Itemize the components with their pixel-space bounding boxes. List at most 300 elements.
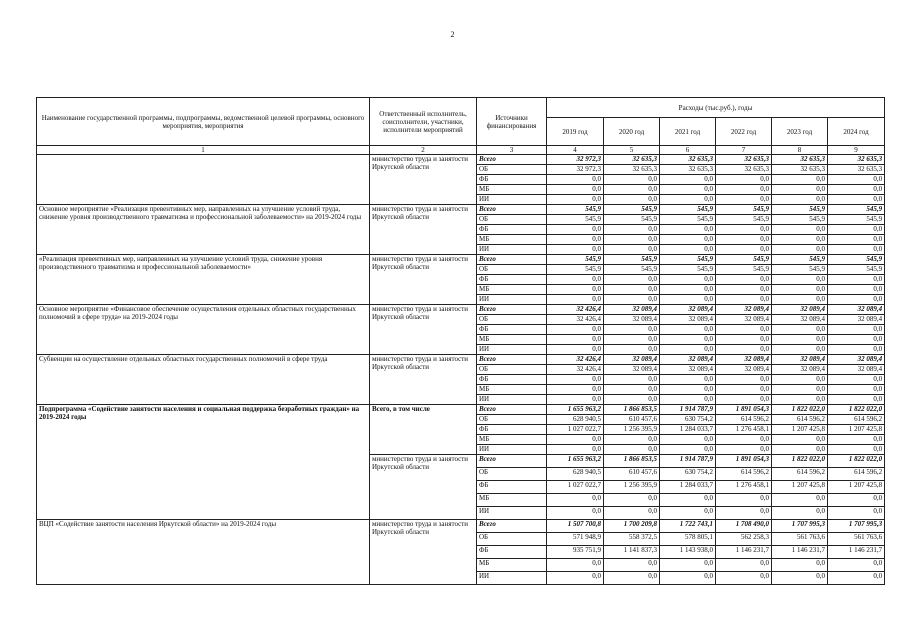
row-value: 1 700 209,8 [604,520,660,533]
row-value: 1 256 395,9 [604,425,660,435]
row-value: 0,0 [547,435,604,445]
row-value: 1 914 787,9 [660,405,716,415]
row-value: 32 089,4 [604,315,660,325]
row-value: 32 089,4 [828,305,885,315]
row-value: 1 866 853,5 [604,455,660,468]
row-responsible: Всего, в том числе [370,405,477,455]
row-value: 614 596,2 [772,415,828,425]
row-value: 1 027 022,7 [547,425,604,435]
row-value: 0,0 [772,235,828,245]
row-source: Всего [477,205,547,215]
row-value: 0,0 [660,285,716,295]
row-source: МБ [477,185,547,195]
row-source: ФБ [477,275,547,285]
row-value: 32 635,3 [660,155,716,165]
row-value: 0,0 [716,285,772,295]
row-source: ИИ [477,507,547,520]
row-value: 0,0 [547,395,604,405]
row-value: 0,0 [828,295,885,305]
table-row [37,520,885,533]
table-row [37,355,885,365]
row-value: 0,0 [716,235,772,245]
row-value: 0,0 [547,559,604,572]
row-value: 1 866 853,5 [604,405,660,415]
row-value: 0,0 [604,185,660,195]
row-source: МБ [477,559,547,572]
row-value: 1 707 995,3 [772,520,828,533]
row-value: 0,0 [828,385,885,395]
row-value: 0,0 [716,375,772,385]
row-source: Всего [477,255,547,265]
row-value: 1 207 425,8 [828,481,885,494]
row-value: 0,0 [547,375,604,385]
row-source: ОБ [477,315,547,325]
row-value: 0,0 [716,507,772,520]
table-row [37,305,885,315]
row-value: 0,0 [772,325,828,335]
row-value: 0,0 [604,285,660,295]
row-value: 1 146 231,7 [716,546,772,559]
row-value: 0,0 [604,175,660,185]
row-value: 0,0 [660,195,716,205]
row-value: 1 891 054,3 [716,405,772,415]
row-value: 545,9 [772,255,828,265]
row-value: 0,0 [772,275,828,285]
row-value: 32 635,3 [604,165,660,175]
row-value: 32 089,4 [716,355,772,365]
row-value: 614 596,2 [828,415,885,425]
row-value: 545,9 [828,265,885,275]
row-value: 0,0 [828,335,885,345]
row-value: 32 426,4 [547,315,604,325]
row-source: Всего [477,355,547,365]
row-value: 0,0 [547,185,604,195]
row-source: ФБ [477,225,547,235]
row-value: 0,0 [547,494,604,507]
row-value: 545,9 [547,215,604,225]
row-value: 1 822 022,0 [772,405,828,415]
row-value: 0,0 [716,295,772,305]
row-source: МБ [477,494,547,507]
column-number: 2 [370,146,477,155]
row-value: 0,0 [547,507,604,520]
row-value: 545,9 [660,255,716,265]
row-value: 0,0 [828,345,885,355]
row-value: 0,0 [547,335,604,345]
row-source: ОБ [477,415,547,425]
row-value: 0,0 [660,335,716,345]
row-value: 0,0 [828,275,885,285]
row-value: 0,0 [828,559,885,572]
row-value: 545,9 [604,205,660,215]
header-sources: Источники финансирования [477,98,547,146]
header-year: 2024 год [828,118,885,146]
row-value: 935 751,9 [547,546,604,559]
row-value: 614 596,2 [772,468,828,481]
row-value: 0,0 [772,195,828,205]
row-responsible: министерство труда и занятости Иркутской области [370,205,477,255]
row-name: Основное мероприятие «Финансовое обеспечение осуществления отдельных областных государственных полномочий в сфере труда» на 2019-2024 годы [37,305,370,355]
row-value: 32 635,3 [716,165,772,175]
row-value: 0,0 [660,435,716,445]
row-value: 0,0 [547,325,604,335]
row-value: 1 284 033,7 [660,425,716,435]
row-value: 0,0 [547,285,604,295]
row-value: 1 507 700,8 [547,520,604,533]
row-name: Субвенции на осуществление отдельных областных государственных полномочий в сфере труда [37,355,370,405]
row-value: 628 940,5 [547,415,604,425]
row-value: 0,0 [772,285,828,295]
row-value: 0,0 [772,435,828,445]
column-number: 5 [604,146,660,155]
row-value: 0,0 [547,445,604,455]
row-value: 614 596,2 [716,415,772,425]
row-source: МБ [477,435,547,445]
row-value: 0,0 [547,295,604,305]
row-value: 0,0 [604,559,660,572]
row-value: 0,0 [604,345,660,355]
row-value: 0,0 [604,335,660,345]
row-value: 0,0 [772,245,828,255]
row-value: 32 089,4 [772,315,828,325]
row-value: 0,0 [716,335,772,345]
row-value: 0,0 [828,572,885,585]
row-value: 0,0 [716,345,772,355]
page-number: 2 [450,30,455,39]
row-value: 32 089,4 [660,305,716,315]
row-value: 0,0 [547,175,604,185]
row-value: 32 089,4 [604,365,660,375]
row-value: 0,0 [604,325,660,335]
row-value: 0,0 [828,325,885,335]
row-value: 32 089,4 [772,365,828,375]
row-value: 0,0 [772,375,828,385]
row-value: 614 596,2 [828,468,885,481]
row-value: 1 146 231,7 [772,546,828,559]
row-responsible: министерство труда и занятости Иркутской области [370,455,477,520]
row-value: 0,0 [716,325,772,335]
row-value: 0,0 [660,559,716,572]
row-value: 578 805,1 [660,533,716,546]
row-value: 0,0 [547,245,604,255]
row-responsible: министерство труда и занятости Иркутской области [370,520,477,585]
row-value: 610 457,6 [604,468,660,481]
row-value: 32 635,3 [828,155,885,165]
row-value: 0,0 [772,559,828,572]
row-value: 0,0 [604,435,660,445]
row-value: 32 089,4 [828,365,885,375]
row-value: 0,0 [828,435,885,445]
row-value: 0,0 [660,375,716,385]
row-value: 0,0 [716,275,772,285]
row-value: 1 027 022,7 [547,481,604,494]
row-value: 0,0 [772,335,828,345]
table-row [37,255,885,265]
row-value: 545,9 [716,205,772,215]
row-value: 0,0 [828,245,885,255]
row-value: 1 207 425,8 [772,425,828,435]
row-value: 0,0 [660,275,716,285]
row-value: 0,0 [604,225,660,235]
row-value: 0,0 [604,235,660,245]
row-value: 1 708 490,0 [716,520,772,533]
row-value: 0,0 [828,494,885,507]
row-value: 0,0 [716,445,772,455]
row-name: «Реализация превентивных мер, направленных на улучшение условий труда, снижение уровня производственного травматизма и профессиональной заболеваемости» [37,255,370,305]
row-value: 0,0 [660,325,716,335]
row-value: 1 256 395,9 [604,481,660,494]
row-value: 0,0 [547,385,604,395]
row-value: 1 722 743,1 [660,520,716,533]
row-source: ОБ [477,215,547,225]
row-value: 32 089,4 [660,355,716,365]
row-value: 0,0 [604,275,660,285]
row-value: 32 089,4 [772,355,828,365]
row-value: 0,0 [772,295,828,305]
row-value: 0,0 [828,507,885,520]
row-value: 561 763,6 [772,533,828,546]
row-value: 0,0 [604,395,660,405]
row-value: 32 089,4 [716,315,772,325]
row-value: 0,0 [772,185,828,195]
row-source: МБ [477,285,547,295]
row-value: 0,0 [828,185,885,195]
row-value: 0,0 [772,395,828,405]
row-value: 32 635,3 [716,155,772,165]
column-number: 6 [660,146,716,155]
row-value: 545,9 [660,205,716,215]
row-value: 545,9 [604,255,660,265]
row-value: 1 276 458,1 [716,481,772,494]
row-value: 32 635,3 [772,165,828,175]
row-value: 0,0 [660,185,716,195]
row-name: Основное мероприятие «Реализация превентивных мер, направленных на улучшение условий труда, снижение уровня производственного травматизма и профессиональной заболеваемости» на 2019-2024 годы [37,205,370,255]
row-value: 0,0 [660,235,716,245]
row-value: 545,9 [772,265,828,275]
row-name [37,155,370,205]
row-value: 0,0 [604,445,660,455]
row-value: 630 754,2 [660,415,716,425]
row-value: 0,0 [547,235,604,245]
row-value: 32 972,3 [547,165,604,175]
row-value: 0,0 [604,375,660,385]
row-source: Всего [477,155,547,165]
column-number: 7 [716,146,772,155]
row-value: 0,0 [828,285,885,295]
row-responsible: министерство труда и занятости Иркутской области [370,305,477,355]
header-name: Наименование государственной программы, подпрограммы, ведомственной целевой программы, основного мероприятия, мероприятия [37,98,370,146]
row-value: 610 457,6 [604,415,660,425]
row-value: 0,0 [660,225,716,235]
row-value: 0,0 [716,572,772,585]
row-value: 1 891 054,3 [716,455,772,468]
row-source: ИИ [477,445,547,455]
row-source: ОБ [477,265,547,275]
row-value: 0,0 [604,245,660,255]
row-source: Всего [477,520,547,533]
row-value: 545,9 [716,215,772,225]
row-responsible: министерство труда и занятости Иркутской области [370,355,477,405]
row-value: 32 426,4 [547,305,604,315]
row-value: 0,0 [772,225,828,235]
row-value: 0,0 [660,507,716,520]
row-value: 1 276 458,1 [716,425,772,435]
header-year: 2021 год [660,118,716,146]
row-value: 0,0 [828,235,885,245]
row-value: 32 089,4 [604,305,660,315]
row-value: 0,0 [772,385,828,395]
row-value: 562 258,3 [716,533,772,546]
row-value: 1 822 022,0 [772,455,828,468]
row-value: 628 940,5 [547,468,604,481]
row-value: 630 754,2 [660,468,716,481]
row-value: 0,0 [604,295,660,305]
column-number: 4 [547,146,604,155]
row-value: 0,0 [660,385,716,395]
row-source: Всего [477,305,547,315]
row-value: 0,0 [716,435,772,445]
row-value: 32 972,3 [547,155,604,165]
row-value: 545,9 [828,255,885,265]
row-value: 1 914 787,9 [660,455,716,468]
row-source: ИИ [477,295,547,305]
row-value: 0,0 [604,195,660,205]
row-value: 545,9 [716,265,772,275]
row-value: 1 146 231,7 [828,546,885,559]
row-value: 0,0 [660,175,716,185]
row-value: 0,0 [547,275,604,285]
row-value: 558 372,5 [604,533,660,546]
row-value: 0,0 [660,295,716,305]
row-value: 0,0 [716,225,772,235]
row-value: 0,0 [716,385,772,395]
row-name: ВЦП «Содействие занятости населения Иркутской области» на 2019-2024 годы [37,520,370,585]
table-row [37,205,885,215]
row-value: 32 635,3 [660,165,716,175]
row-value: 0,0 [547,195,604,205]
row-value: 0,0 [716,245,772,255]
row-source: МБ [477,385,547,395]
row-value: 1 207 425,8 [772,481,828,494]
row-value: 0,0 [660,345,716,355]
row-source: ФБ [477,425,547,435]
row-source: ОБ [477,365,547,375]
row-value: 0,0 [716,559,772,572]
row-value: 1 655 963,2 [547,455,604,468]
row-value: 32 635,3 [772,155,828,165]
row-value: 32 089,4 [716,305,772,315]
row-value: 0,0 [828,395,885,405]
row-value: 32 635,3 [604,155,660,165]
row-value: 545,9 [772,205,828,215]
header-year: 2020 год [604,118,660,146]
row-value: 545,9 [604,215,660,225]
row-value: 0,0 [604,385,660,395]
row-value: 545,9 [547,255,604,265]
header-responsible: Ответственный исполнитель, соисполнители, участники, исполнители мероприятий [370,98,477,146]
row-source: ОБ [477,165,547,175]
row-value: 1 655 963,2 [547,405,604,415]
row-value: 1 284 033,7 [660,481,716,494]
row-source: ИИ [477,572,547,585]
header-year: 2023 год [772,118,828,146]
table-row [37,405,885,415]
row-value: 0,0 [604,494,660,507]
row-source: ОБ [477,468,547,481]
row-responsible: министерство труда и занятости Иркутской области [370,155,477,205]
row-value: 1 207 425,8 [828,425,885,435]
column-number: 8 [772,146,828,155]
row-value: 0,0 [828,225,885,235]
row-value: 0,0 [772,572,828,585]
row-source: МБ [477,235,547,245]
row-name: Подпрограмма «Содействие занятости населения и социальная поддержка безработных граждан» на 2019-2024 годы [37,405,370,520]
row-value: 0,0 [660,395,716,405]
row-value: 0,0 [660,494,716,507]
row-value: 0,0 [828,195,885,205]
row-value: 32 089,4 [604,355,660,365]
row-value: 0,0 [604,572,660,585]
row-value: 0,0 [828,175,885,185]
row-source: ИИ [477,195,547,205]
row-value: 0,0 [828,445,885,455]
row-value: 32 089,4 [772,305,828,315]
header-year: 2022 год [716,118,772,146]
row-source: ФБ [477,481,547,494]
row-source: ФБ [477,175,547,185]
row-value: 545,9 [828,215,885,225]
column-number: 3 [477,146,547,155]
row-responsible: министерство труда и занятости Иркутской области [370,255,477,305]
row-value: 545,9 [604,265,660,275]
row-value: 1 141 837,3 [604,546,660,559]
row-value: 571 948,9 [547,533,604,546]
row-value: 32 635,3 [828,165,885,175]
row-value: 0,0 [828,375,885,385]
row-value: 545,9 [716,255,772,265]
header-expenses: Расходы (тыс.руб.), годы [547,98,885,118]
row-value: 32 426,4 [547,365,604,375]
table-row [37,155,885,165]
header-year: 2019 год [547,118,604,146]
row-value: 0,0 [716,185,772,195]
row-source: МБ [477,335,547,345]
row-value: 561 763,6 [828,533,885,546]
row-value: 1 822 022,0 [828,455,885,468]
row-value: 1 143 938,0 [660,546,716,559]
column-number: 1 [37,146,370,155]
row-source: Всего [477,405,547,415]
row-source: ФБ [477,375,547,385]
column-number: 9 [828,146,885,155]
row-value: 32 089,4 [716,365,772,375]
row-value: 545,9 [828,205,885,215]
row-value: 0,0 [772,345,828,355]
row-value: 545,9 [547,205,604,215]
row-value: 1 822 022,0 [828,405,885,415]
budget-table [36,97,885,585]
row-value: 0,0 [772,494,828,507]
row-value: 32 089,4 [828,355,885,365]
row-value: 0,0 [604,507,660,520]
row-value: 0,0 [547,225,604,235]
row-value: 0,0 [716,494,772,507]
row-value: 0,0 [716,395,772,405]
row-value: 0,0 [716,195,772,205]
row-value: 32 089,4 [660,315,716,325]
row-value: 0,0 [660,245,716,255]
row-value: 545,9 [660,265,716,275]
